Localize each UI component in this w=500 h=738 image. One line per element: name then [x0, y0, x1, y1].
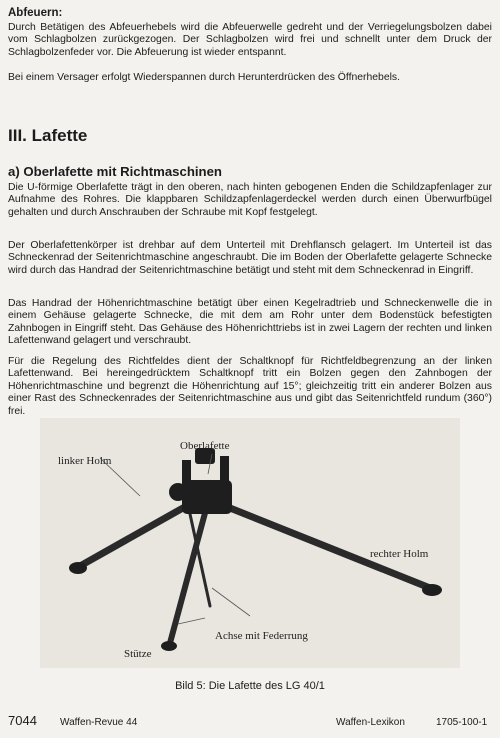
- paragraph-oberlafette-4: Für die Regelung des Richtfeldes dient der Schaltknopf für Richtfeldbegrenzung an der linken Lafettenwand. Bei hereingedrücktem Schaltknopf tritt ein Bolzen gegen den Zahnbogen der Höhenrichtmaschine und begrenzt die Höhenrichtung auf 15°; gleichzeitig tritt ein anderer Bolzen aus einer Rast des Schneckenrades der Seitenrichtmaschine aus und gibt das Seitenrichtfeld rundum (360°) frei.: [8, 356, 492, 417]
- footer-magazine: Waffen-Revue 44: [60, 717, 138, 728]
- support-foot: [161, 641, 177, 651]
- right-trunnion-arm: [220, 456, 229, 488]
- paragraph-versager: Bei einem Versager erfolgt Wiederspannen durch Herunterdrücken des Öffnerhebels.: [8, 72, 400, 83]
- handwheel: [169, 483, 187, 501]
- label-achse: Achse mit Federrung: [215, 630, 308, 642]
- label-rechter-holm: rechter Holm: [370, 548, 429, 560]
- paragraph-oberlafette-1: Die U-förmige Oberlafette trägt in den oberen, nach hinten gebogenen Enden die Schildzapfenlager zur Aufnahme des Rohres. Die klappbaren Schildzapfenlagerdeckel werden durch einen Überwurfbügel gehalten und durch Anschrauben der Schraube mit Kopf festgelegt.: [8, 182, 492, 218]
- chapter-title: III. Lafette: [8, 126, 88, 145]
- left-trunnion-arm: [182, 460, 191, 488]
- footer-page-number: 7044: [8, 713, 37, 728]
- label-stuetze: Stütze: [124, 648, 152, 660]
- label-linker-holm: linker Holm: [58, 455, 112, 467]
- paragraph-abfeuern: Durch Betätigen des Abfeuerhebels wird die Abfeuerwelle gedreht und der Verriegelungsbolzen dabei vom Schlagbolzen zurückgezogen. Der Schlagbolzen wird frei und schnellt unter dem Druck der Schlagbolzenfeder vor. Die Abfeuerung ist wieder entspannt.: [8, 22, 492, 58]
- section-title: a) Oberlafette mit Richtmaschinen: [8, 164, 222, 179]
- paragraph-oberlafette-3: Das Handrad der Höhenrichtmaschine betätigt über einen Kegelradtrieb und Schneckenwelle die in einem Gehäuse gelagerte Schnecke, die mit dem am Rohr unter dem Bodenstück befestigten Zahnbogen in Eingriff steht. Das Gehäuse des Höhenrichttriebs ist in zwei Lagern der rechten und linken Lafettenwand gelagert und verschraubt.: [8, 298, 492, 347]
- left-foot: [69, 562, 87, 574]
- label-oberlafette: Oberlafette: [180, 440, 230, 452]
- figure-caption: Bild 5: Die Lafette des LG 40/1: [175, 680, 325, 692]
- footer-lexikon: Waffen-Lexikon: [336, 717, 405, 728]
- right-foot: [422, 584, 442, 596]
- heading-abfeuern: Abfeuern:: [8, 7, 63, 19]
- paragraph-oberlafette-2: Der Oberlafettenkörper ist drehbar auf dem Unterteil mit Drehflansch gelagert. Im Unterteil ist das Schneckenrad der Seitenrichtmaschine angeschraubt. Die im Boden der Oberlafette gelagerte Schnecke wird durch das Handrad der Seitenrichtmaschine betätigt und steht mit dem Schneckenrad in Eingriff.: [8, 240, 492, 276]
- footer-code: 1705-100-1: [436, 717, 488, 728]
